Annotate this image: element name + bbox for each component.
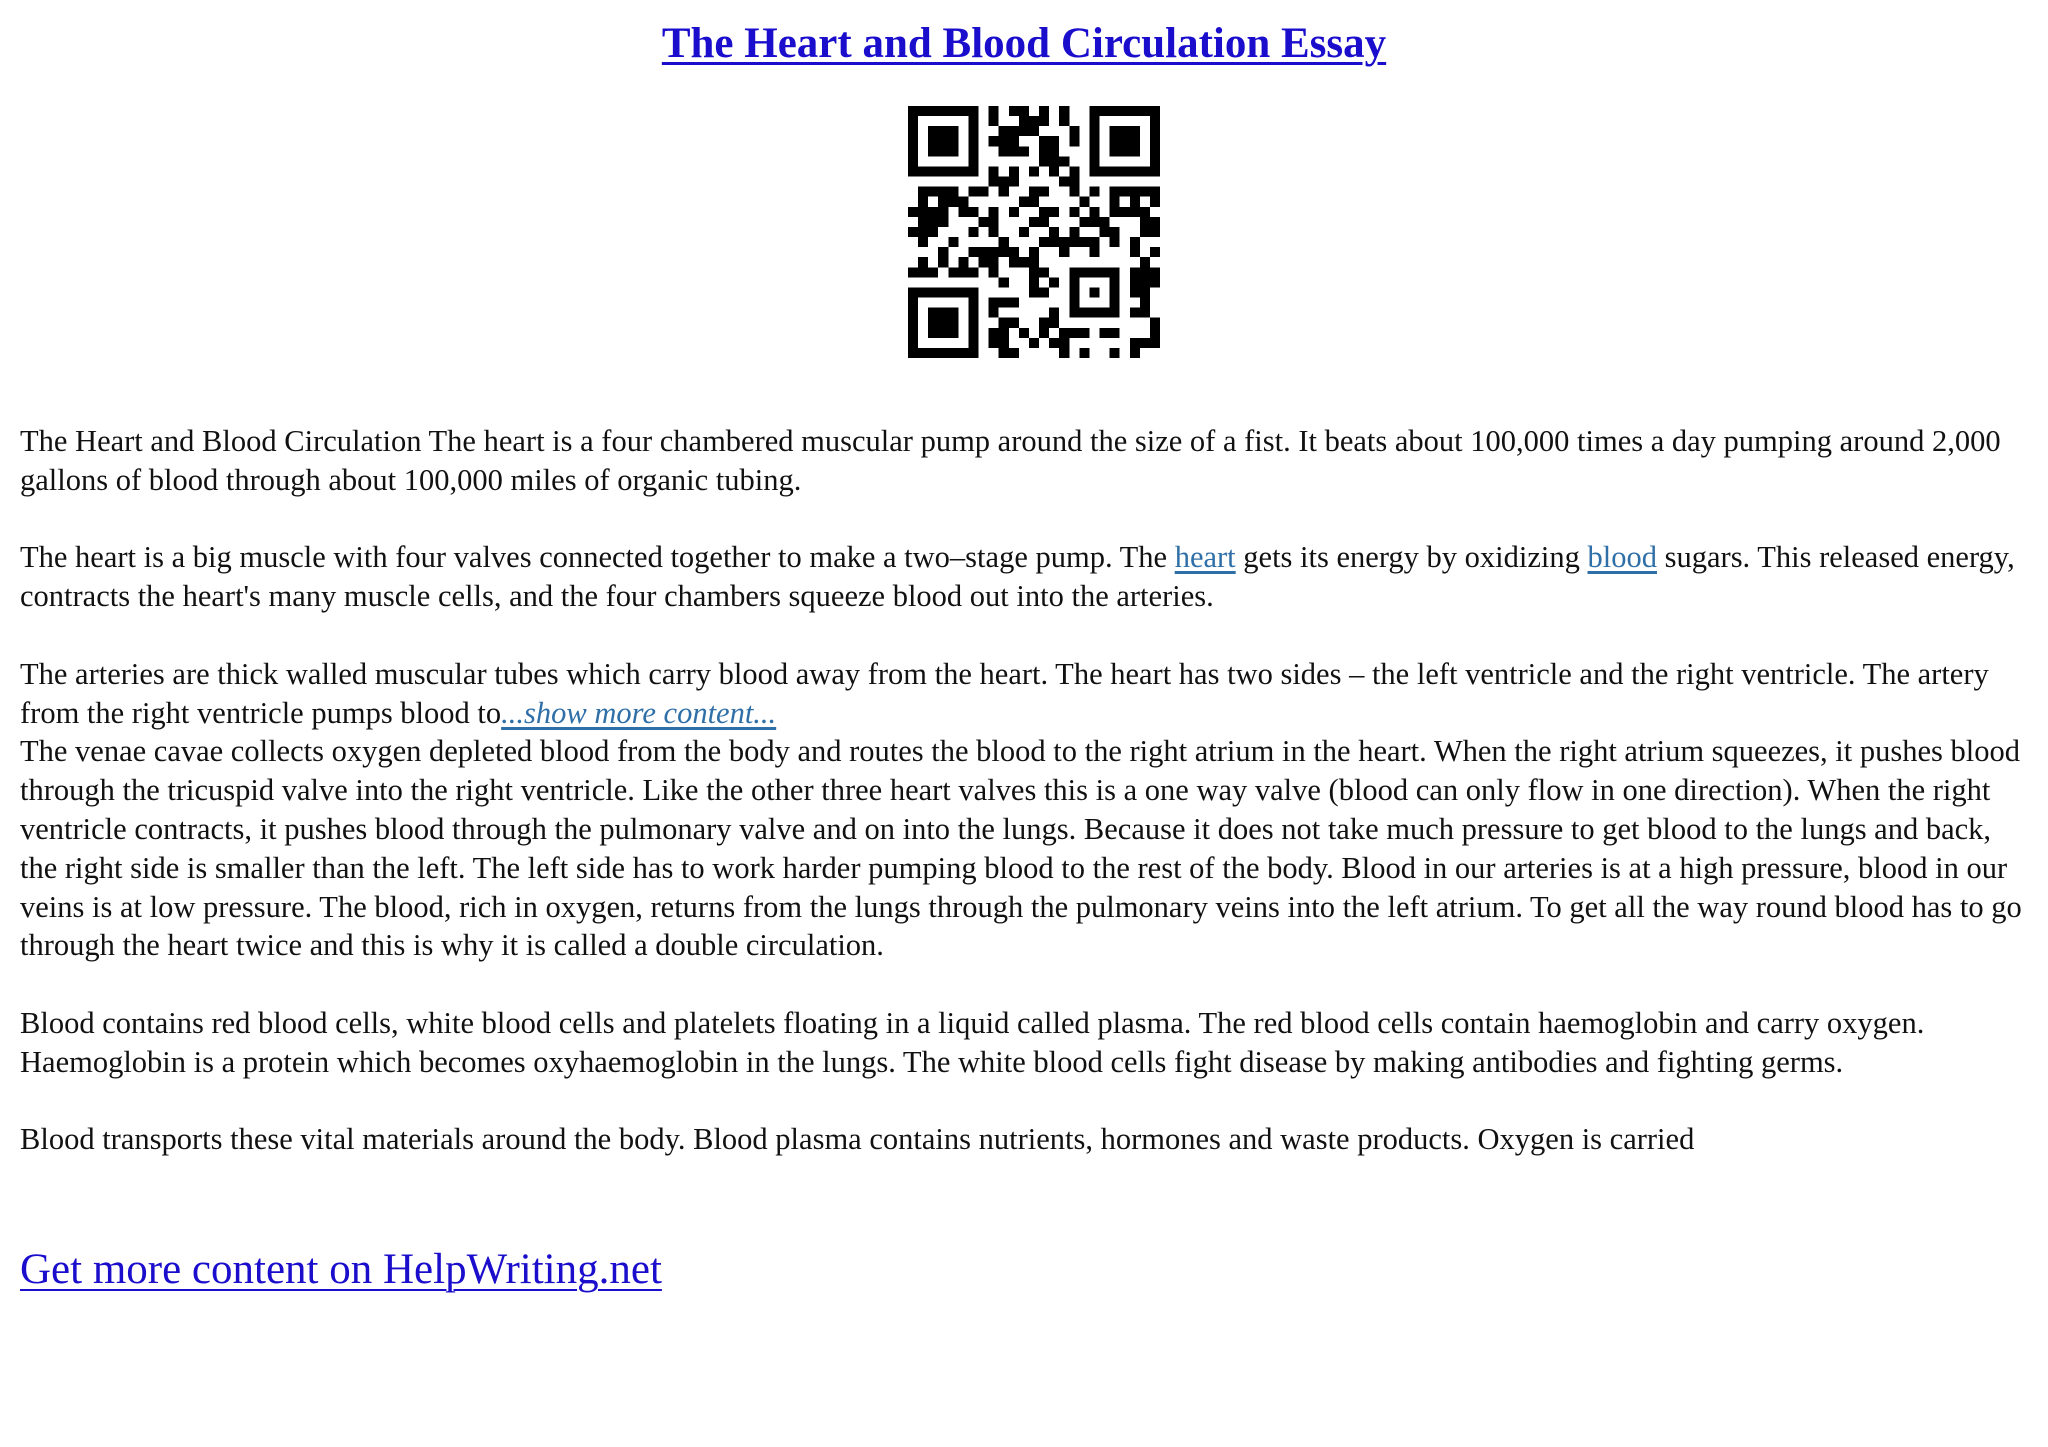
paragraph-3-text: The arteries are thick walled muscular tubes which carry blood away from the heart. The heart has two sides – the left ventricle and the right ventricle. The artery from the right ventricle pumps blood to [20, 656, 1989, 730]
paragraph-6: Blood transports these vital materials around the body. Blood plasma contains nutrients, hormones and waste products. Oxygen is carried [20, 1122, 1695, 1157]
essay-body [20, 422, 2030, 1198]
paragraph-1: The Heart and Blood Circulation The heart is a four chambered muscular pump around the size of a fist. It beats about 100,000 times a day pumping around 2,000 gallons of blood through about 100,000 miles of organic tubing. [20, 424, 2001, 497]
paragraph-2-text-a: The heart is a big muscle with four valves connected together to make a two–stage pump. The [20, 540, 1175, 575]
paragraph-2-text-c: sugars. This released energy, contracts the heart's many muscle cells, and the four chambers squeeze blood out into the arteries. [20, 540, 2015, 614]
heart-link[interactable]: heart [1174, 540, 1236, 575]
paragraph-5: Blood contains red blood cells, white blood cells and platelets floating in a liquid called plasma. The red blood cells contain haemoglobin and carry oxygen. Haemoglobin is a protein which becomes oxyhaemoglobin in the lungs. The white blood cells fight disease by making antibodies and fighting germs. [20, 1005, 1925, 1079]
qr-code-icon [908, 106, 1160, 358]
paragraph-4: The venae cavae collects oxygen depleted blood from the body and routes the blood to the right atrium in the heart. When the right atrium squeezes, it pushes blood through the tricuspid valve into the right ventricle. Like the other three heart valves this is a one way valve (blood can only flow in one direction). When the right ventricle contracts, it pushes blood through the pulmonary valve and on into the lungs. Because it does not take much pressure to get blood to the lungs and back, the right side is smaller than the left. The left side has to work harder pumping blood to the rest of the body. Blood in our arteries is at a high pressure, blood in our veins is at low pressure. The blood, rich in oxygen, returns from the lungs through the pulmonary veins into the left atrium. To get all the way round blood has to go through the heart twice and this is why it is called a double circulation. [20, 734, 2022, 963]
title-link[interactable]: The Heart and Blood Circulation Essay [661, 20, 1387, 67]
paragraph-2-text-b: gets its energy by oxidizing [1235, 540, 1588, 575]
page-title [0, 14, 2048, 74]
paragraph-3 [20, 655, 2030, 733]
paragraph-2 [20, 538, 2030, 616]
show-more-link[interactable]: ...show more content... [501, 695, 777, 730]
blood-link[interactable]: blood [1587, 540, 1657, 575]
get-more-content-link[interactable]: Get more content on HelpWriting.net [20, 1246, 662, 1293]
